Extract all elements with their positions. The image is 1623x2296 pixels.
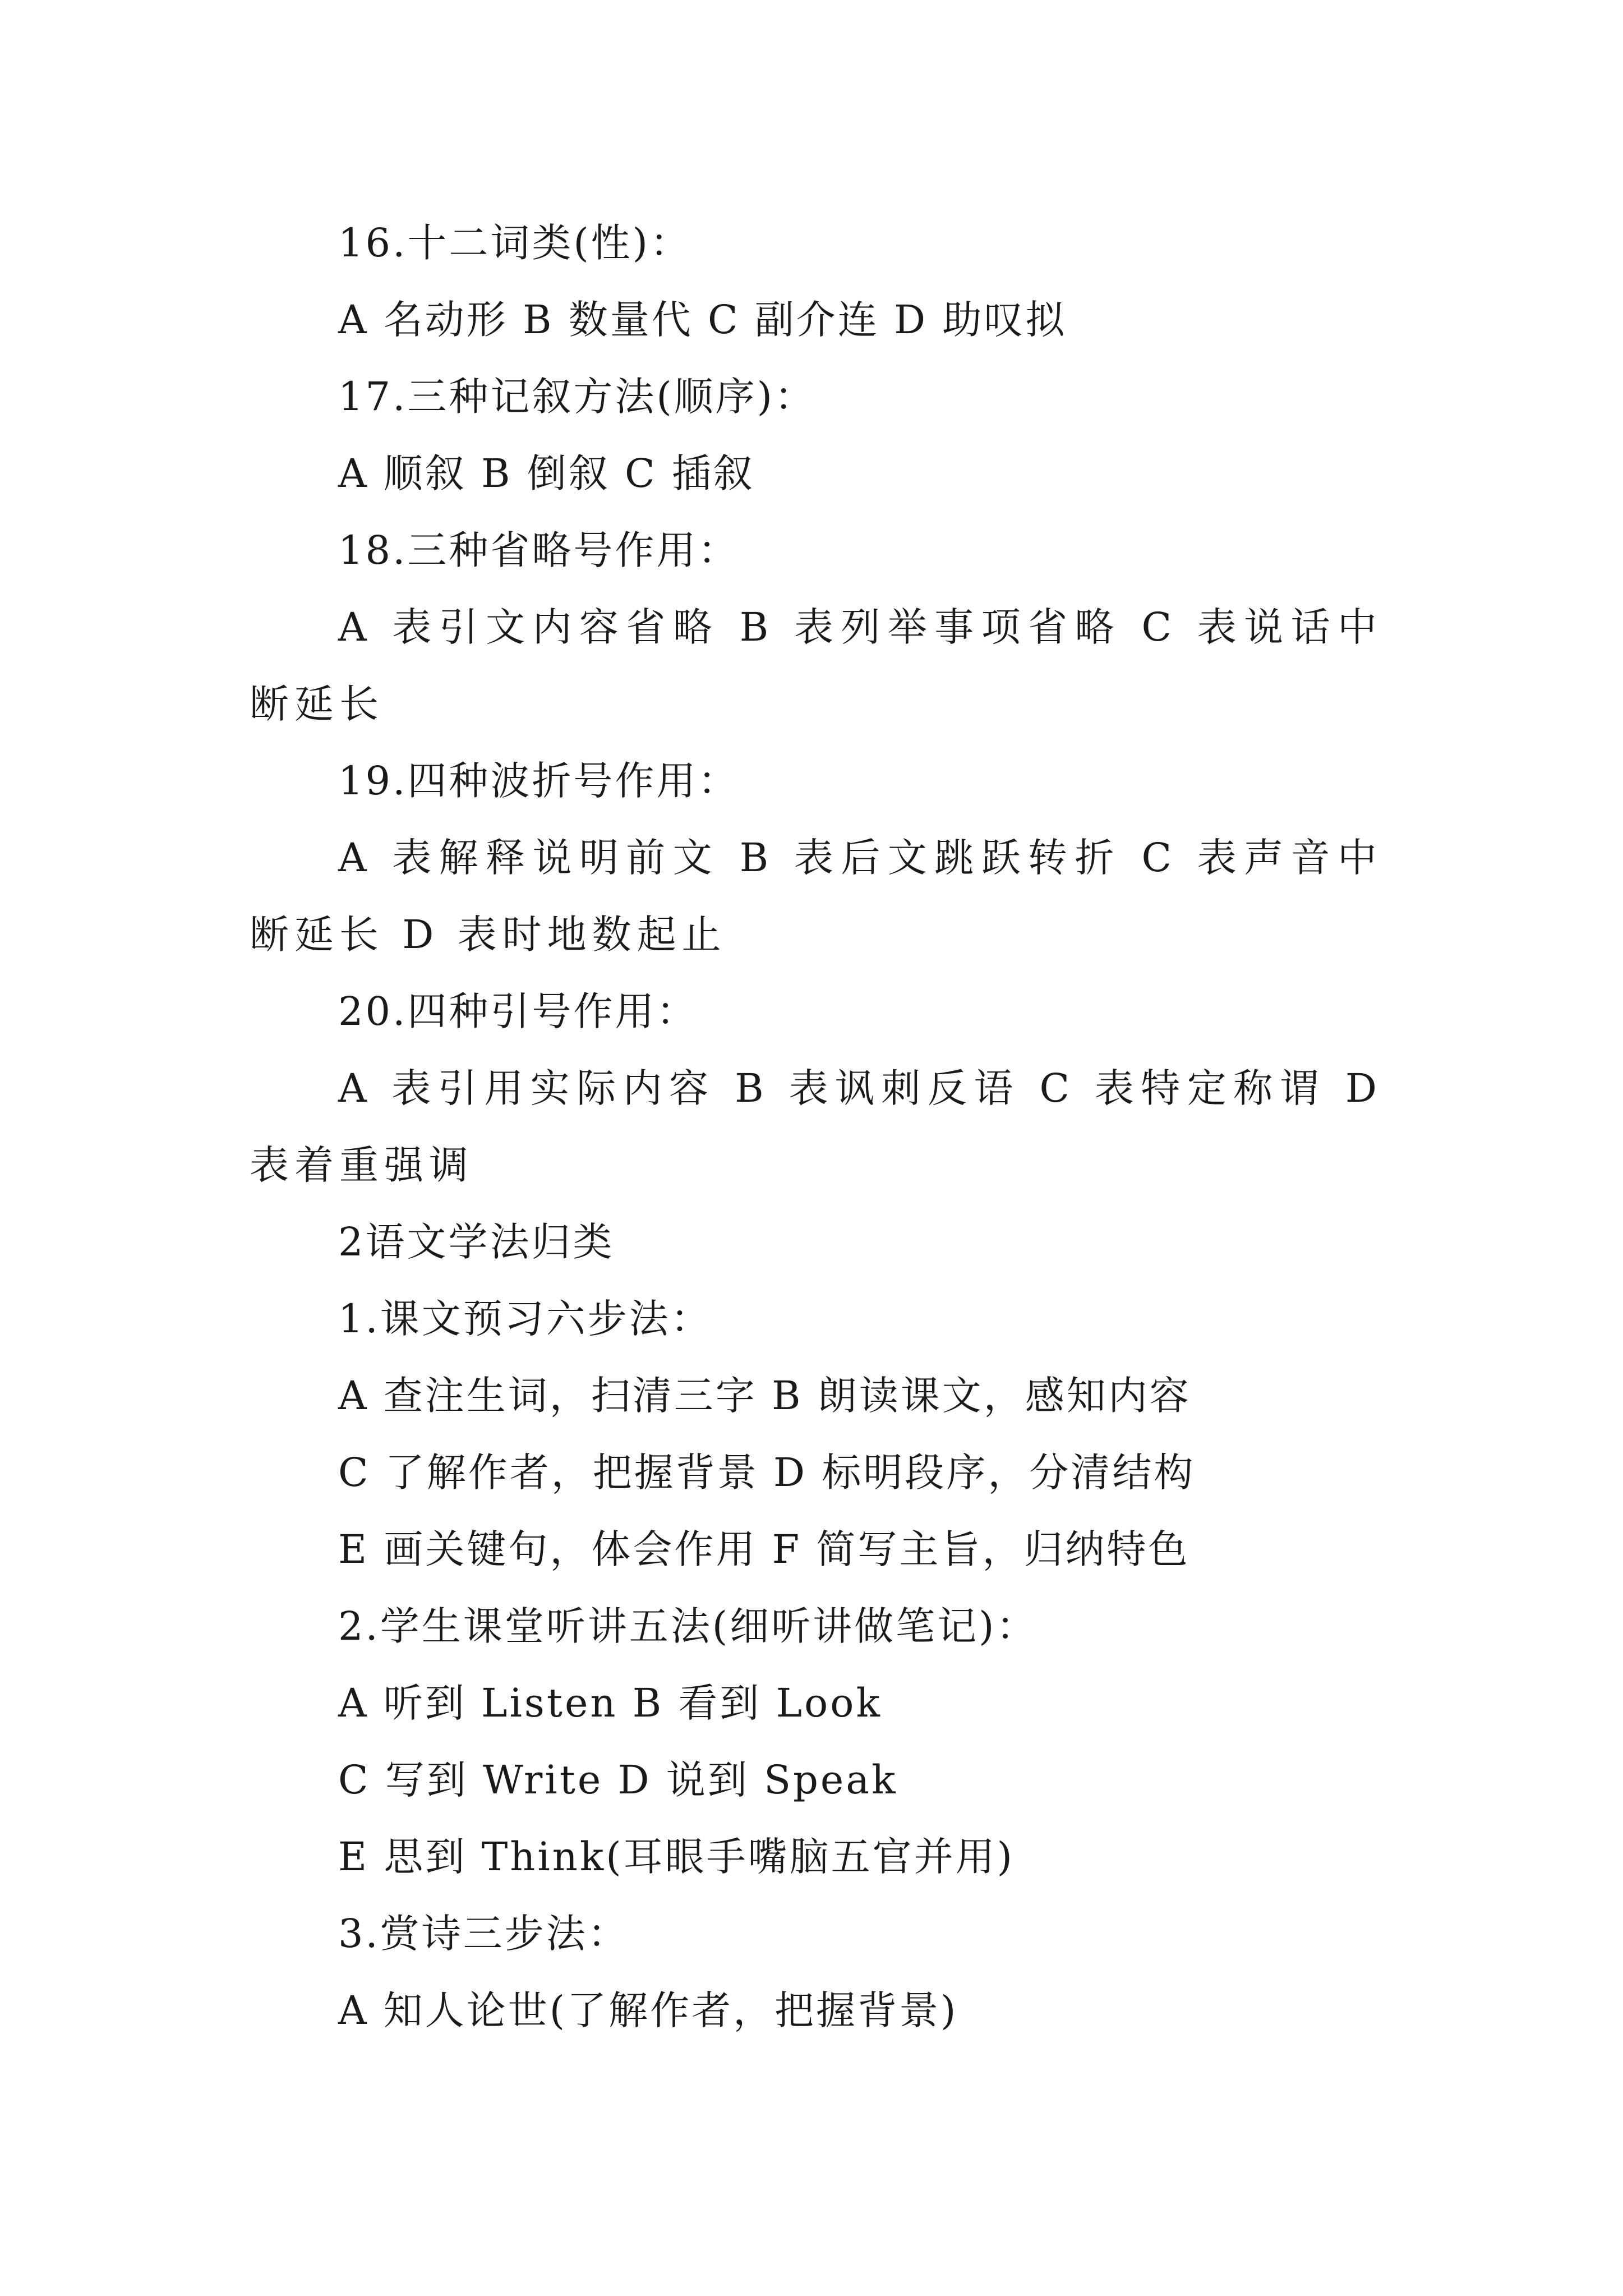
heading-1-preview-steps: 1.课文预习六步法： (338, 1296, 712, 1342)
document-body (250, 205, 1382, 2049)
list-item-quote-usage: A 表引用实际内容 B 表讽刺反语 C 表特定称谓 D 表着重强调 (250, 1065, 1382, 1188)
heading-2-listening-methods: 2.学生课堂听讲五法(细听讲做笔记)： (338, 1603, 1038, 1649)
heading-3-poetry-steps: 3.赏诗三步法： (338, 1911, 629, 1957)
list-item-preview-cd: C 了解作者，把握背景 D 标明段序，分清结构 (338, 1450, 1196, 1496)
list-item-poetry-a: A 知人论世(了解作者，把握背景) (338, 1987, 958, 2033)
list-item-preview-ab: A 查注生词，扫清三字 B 朗读课文，感知内容 (338, 1373, 1191, 1419)
list-item-listening-cd: C 写到 Write D 说到 Speak (338, 1757, 898, 1803)
list-item-preview-ef: E 画关键句，体会作用 F 简写主旨，归纳特色 (338, 1526, 1190, 1572)
heading-18-ellipsis-usage: 18.三种省略号作用： (338, 527, 740, 573)
list-item-narration-methods: A 顺叙 B 倒叙 C 插叙 (338, 450, 755, 496)
heading-19-dash-usage: 19.四种波折号作用： (338, 758, 740, 804)
section-heading-study-methods: 2语文学法归类 (338, 1219, 615, 1265)
list-item-dash-usage: A 表解释说明前文 B 表后文跳跃转折 C 表声音中断延长 D 表时地数起止 (250, 835, 1382, 958)
list-item-ellipsis-usage: A 表引文内容省略 B 表列举事项省略 C 表说话中断延长 (250, 604, 1382, 727)
heading-20-quote-usage: 20.四种引号作用： (338, 988, 698, 1034)
list-item-word-classes: A 名动形 B 数量代 C 副介连 D 助叹拟 (338, 297, 1067, 343)
list-item-listening-ab: A 听到 Listen B 看到 Look (338, 1680, 882, 1726)
list-item-listening-e: E 思到 Think(耳眼手嘴脑五官并用) (338, 1834, 1015, 1880)
heading-17-narration-methods: 17.三种记叙方法(顺序)： (338, 374, 816, 420)
heading-16-word-classes: 16.十二词类(性)： (338, 220, 691, 266)
